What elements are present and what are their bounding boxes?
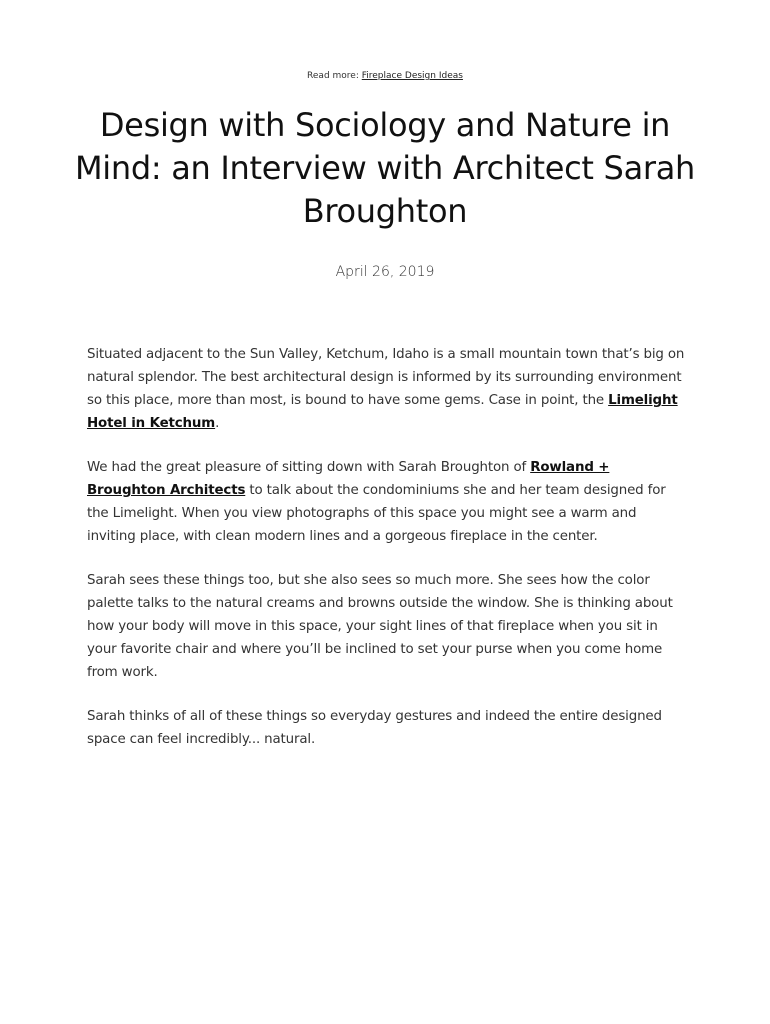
article-title: Design with Sociology and Nature in Mind: an Interview with Architect Sarah Broughton bbox=[74, 106, 696, 230]
paragraph-1 bbox=[87, 343, 687, 435]
rowland-broughton-link[interactable]: Rowland + Broughton Architects bbox=[87, 460, 610, 498]
read-more-link[interactable]: Fireplace Design Ideas bbox=[361, 71, 463, 81]
article-date: April 26, 2019 bbox=[335, 264, 435, 280]
paragraph-3: Sarah sees these things too, but she also sees so much more. She sees how the color palette talks to the natural creams and browns outside the window. She is thinking about how your body will move in this space, your sight lines of that fireplace when you sit in your favorite chair and where you’ll be inclined to set your purse when you come home from work. bbox=[87, 573, 673, 680]
paragraph-4: Sarah thinks of all of these things so everyday gestures and indeed the entire designed space can feel incredibly... natural. bbox=[87, 709, 662, 747]
article-body bbox=[87, 343, 687, 772]
paragraph-1-text-end: . bbox=[215, 416, 220, 431]
paragraph-1-text-start: Situated adjacent to the Sun Valley, Ketchum, Idaho is a small mountain town that’s big on natural splendor. The best architectural design is informed by its surrounding environment so this place, more than most, is bound to have some gems. Case in point, the bbox=[87, 347, 685, 408]
paragraph-2-text-end: to talk about the condominiums she and her team designed for the Limelight. When you view photographs of this space you might see a warm and inviting place, with clean modern lines and a gorgeous fireplace in the center. bbox=[87, 483, 666, 544]
read-more-line bbox=[0, 71, 770, 81]
paragraph-2 bbox=[87, 456, 687, 548]
read-more-prefix: Read more: bbox=[307, 71, 359, 81]
paragraph-2-text-start: We had the great pleasure of sitting down with Sarah Broughton of bbox=[87, 460, 531, 475]
limelight-hotel-link[interactable]: Limelight Hotel in Ketchum bbox=[87, 393, 678, 431]
